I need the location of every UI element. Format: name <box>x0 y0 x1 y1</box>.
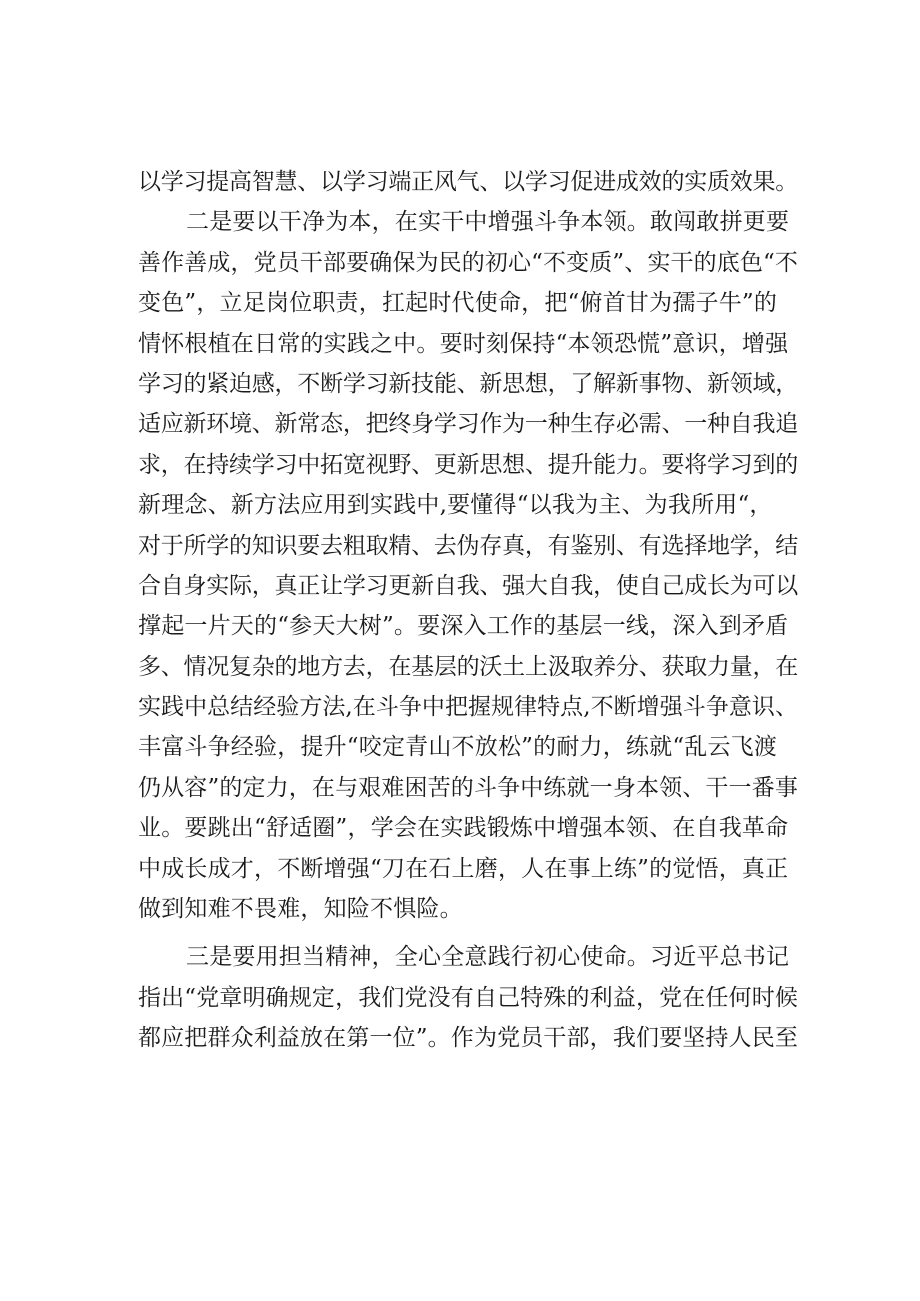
text-line: 新理念、新方法应用到实践中,要懂得“以我为主、为我所用“， <box>138 492 773 519</box>
text-line: 多、情况复杂的地方去，在基层的沃土上汲取养分、获取力量，在 <box>138 653 798 680</box>
document-body <box>138 162 798 1059</box>
text-line: 求，在持续学习中拓宽视野、更新思想、提升能力。要将学习到的 <box>138 451 798 478</box>
text-line: 对于所学的知识要去粗取精、去伪存真，有鉴别、有选择地学，结 <box>138 532 798 559</box>
text-line: 中成长成才，不断增强“刀在石上磨，人在事上练”的觉悟，真正 <box>138 855 789 882</box>
text-line: 实践中总结经验方法,在斗争中把握规律特点,不断增强斗争意识、 <box>138 694 798 721</box>
text-line: 撑起一片天的“参天大树”。要深入工作的基层一线，深入到矛盾 <box>138 613 789 640</box>
text-line: 指出“党章明确规定，我们党没有自己特殊的利益，党在任何时候 <box>138 984 798 1011</box>
text-line: 情怀根植在日常的实践之中。要时刻保持“本领恐慌”意识，增强 <box>138 330 789 357</box>
text-line: 丰富斗争经验，提升“咬定青山不放松”的耐力，练就“乱云飞渡 <box>138 734 778 761</box>
text-line: 学习的紧迫感，不断学习新技能、新思想，了解新事物、新领域， <box>138 370 798 397</box>
paragraph-start-line: 二是要以干净为本，在实干中增强斗争本领。敢闯敢拼更要 <box>186 209 790 236</box>
paragraph-gap <box>138 929 798 937</box>
paragraph-start-line: 三是要用担当精神，全心全意践行初心使命。习近平总书记 <box>186 944 790 971</box>
text-line: 合自身实际，真正让学习更新自我、强大自我，使自己成长为可以 <box>138 572 798 599</box>
text-line: 适应新环境、新常态，把终身学习作为一种生存必需、一种自我追 <box>138 411 798 438</box>
text-line: 善作善成，党员干部要确保为民的初心“不变质”、实干的底色“不 <box>138 249 798 276</box>
text-line: 都应把群众利益放在第一位”。作为党员干部，我们要坚持人民至 <box>138 1025 798 1052</box>
text-line: 以学习提高智慧、以学习端正风气、以学习促进成效的实质效果。 <box>138 169 798 195</box>
text-line: 变色”，立足岗位职责，扛起时代使命，把“俯首甘为孺子牛”的 <box>138 290 778 317</box>
text-line: 做到知难不畏难，知险不惧险。 <box>138 896 463 923</box>
text-line: 仍从容”的定力，在与艰难困苦的斗争中练就一身本领、干一番事 <box>138 774 798 801</box>
text-line: 业。要跳出“舒适圈”，学会在实践锻炼中增强本领、在自我革命 <box>138 815 789 842</box>
